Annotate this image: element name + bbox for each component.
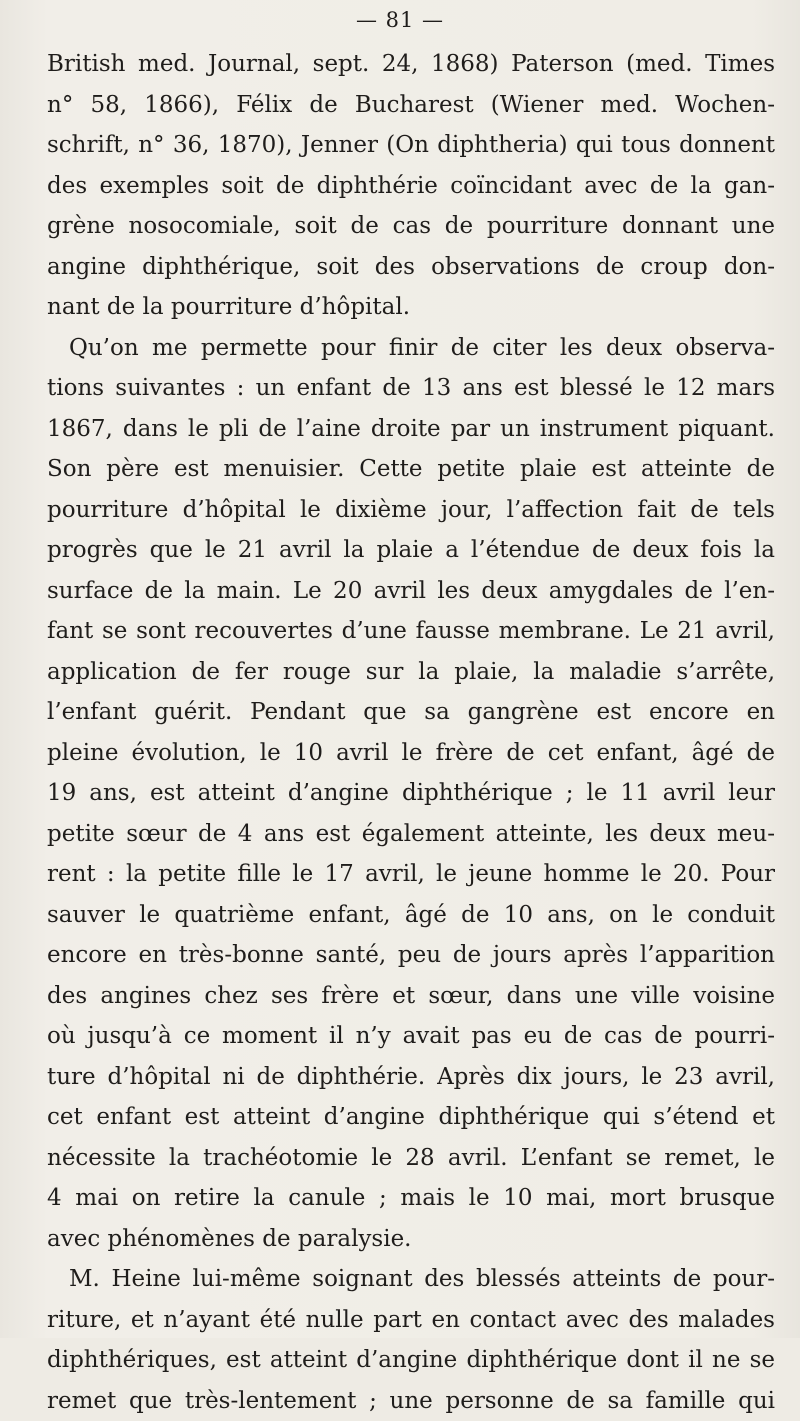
text-line: M. Heine lui-même soignant des blessés atteints de pour- [47,1259,775,1300]
text-line: riture, et n’ayant été nulle part en contact avec des malades [47,1300,775,1341]
text-line: petite sœur de 4 ans est également atteinte, les deux meu- [47,814,775,855]
text-line: 4 mai on retire la canule ; mais le 10 mai, mort brusque [47,1178,775,1219]
text-line: pleine évolution, le 10 avril le frère de cet enfant, âgé de [47,733,775,774]
text-line: surface de la main. Le 20 avril les deux amygdales de l’en- [47,571,775,612]
text-line: des angines chez ses frère et sœur, dans une ville voisine [47,976,775,1017]
text-line: nant de la pourriture d’hôpital. [47,287,775,328]
text-line: l’enfant guérit. Pendant que sa gangrène est encore en [47,692,775,733]
text-line: angine diphthérique, soit des observations de croup don- [47,247,775,288]
text-line: progrès que le 21 avril la plaie a l’étendue de deux fois la [47,530,775,571]
text-line: remet que très-lentement ; une personne de sa famille qui [47,1381,775,1421]
text-line: ture d’hôpital ni de diphthérie. Après dix jours, le 23 avril, [47,1057,775,1098]
text-line: pourriture d’hôpital le dixième jour, l’affection fait de tels [47,490,775,531]
text-line: sauver le quatrième enfant, âgé de 10 ans, on le conduit [47,895,775,936]
body-text [47,44,775,1421]
text-line: fant se sont recouvertes d’une fausse membrane. Le 21 avril, [47,611,775,652]
text-line: schrift, n° 36, 1870), Jenner (On diphtheria) qui tous donnent [47,125,775,166]
text-line: grène nosocomiale, soit de cas de pourriture donnant une [47,206,775,247]
text-line: avec phénomènes de paralysie. [47,1219,775,1260]
text-line: encore en très-bonne santé, peu de jours après l’apparition [47,935,775,976]
text-line: 1867, dans le pli de l’aine droite par un instrument piquant. [47,409,775,450]
text-line: tions suivantes : un enfant de 13 ans est blessé le 12 mars [47,368,775,409]
text-line: British med. Journal, sept. 24, 1868) Paterson (med. Times [47,44,775,85]
text-line: application de fer rouge sur la plaie, la maladie s’arrête, [47,652,775,693]
text-line: où jusqu’à ce moment il n’y avait pas eu de cas de pourri- [47,1016,775,1057]
text-line: diphthériques, est atteint d’angine diphthérique dont il ne se [47,1340,775,1381]
text-line: cet enfant est atteint d’angine diphthérique qui s’étend et [47,1097,775,1138]
text-line: rent : la petite fille le 17 avril, le jeune homme le 20. Pour [47,854,775,895]
text-line: n° 58, 1866), Félix de Bucharest (Wiener med. Wochen- [47,85,775,126]
text-line: Qu’on me permette pour finir de citer les deux observa- [47,328,775,369]
text-line: 19 ans, est atteint d’angine diphthérique ; le 11 avril leur [47,773,775,814]
text-line: des exemples soit de diphthérie coïncidant avec de la gan- [47,166,775,207]
page-number: — 81 — [0,8,800,32]
text-line: nécessite la trachéotomie le 28 avril. L’enfant se remet, le [47,1138,775,1179]
text-line: Son père est menuisier. Cette petite plaie est atteinte de [47,449,775,490]
